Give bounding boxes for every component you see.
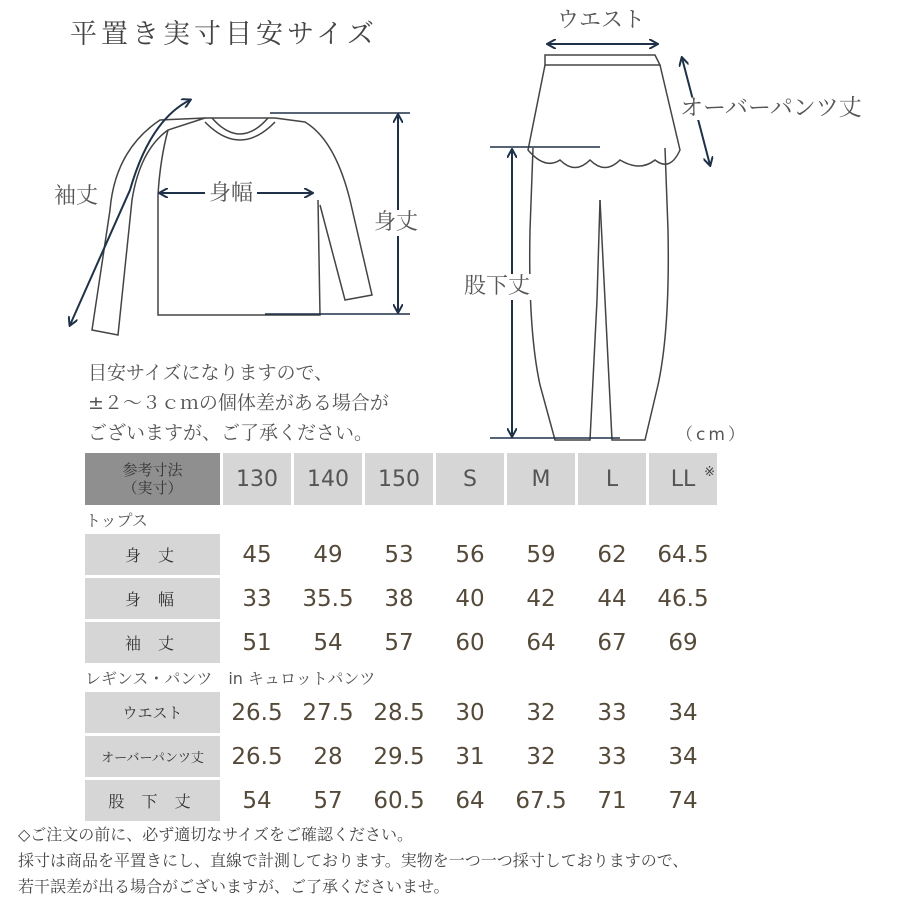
row-header: オーバーパンツ丈 (85, 736, 220, 777)
table-cell: 26.5 (223, 736, 291, 777)
table-cell: 29.5 (365, 736, 433, 777)
unit-label: （cm） (676, 425, 748, 445)
table-cell: 74 (649, 780, 717, 821)
inseam-label: 股下丈 (464, 274, 531, 299)
table-cell: 27.5 (294, 692, 362, 733)
table-cell: 60 (436, 622, 504, 663)
row-header: 身 丈 (85, 534, 220, 575)
table-cell: 31 (436, 736, 504, 777)
table-cell: 33 (578, 736, 646, 777)
table-cell: 35.5 (294, 578, 362, 619)
corner-line: 参考寸法 (122, 461, 183, 479)
table-cell: 45 (223, 534, 291, 575)
table-cell: 62 (578, 534, 646, 575)
row-header: 袖 丈 (85, 622, 220, 663)
row-header: 身 幅 (85, 578, 220, 619)
table-row (85, 622, 717, 663)
size-header: 150 (365, 453, 433, 505)
table-cell: 26.5 (223, 692, 291, 733)
footer-line: ◇ご注文の前に、必ず適切なサイズをご確認ください。 (18, 825, 414, 844)
footer-line: 若干誤差が出る場合がございますが、ご了承くださいませ。 (18, 877, 450, 896)
overpants-label: オーバーパンツ丈 (680, 95, 862, 121)
note-line: ±２～３ｃｍの個体差がある場合が (88, 392, 389, 414)
size-note (88, 358, 389, 448)
table-cell: 54 (294, 622, 362, 663)
table-cell: 33 (223, 578, 291, 619)
row-header: ウエスト (85, 692, 220, 733)
table-cell: 44 (578, 578, 646, 619)
table-cell: 34 (649, 692, 717, 733)
table-cell: 69 (649, 622, 717, 663)
table-cell: 53 (365, 534, 433, 575)
note-mark: ※ (704, 464, 715, 480)
sleeve-label: 袖丈 (54, 184, 99, 209)
table-cell: 64 (507, 622, 575, 663)
size-table (82, 450, 720, 824)
table-cell: 67 (578, 622, 646, 663)
table-cell: 32 (507, 736, 575, 777)
row-header: 股 下 丈 (85, 780, 220, 821)
waist-label: ウエスト (557, 8, 646, 33)
note-line: ございますが、ご了承ください。 (88, 422, 374, 444)
table-cell: 64 (436, 780, 504, 821)
table-cell: 60.5 (365, 780, 433, 821)
table-cell: 59 (507, 534, 575, 575)
table-cell: 30 (436, 692, 504, 733)
table-cell: 28 (294, 736, 362, 777)
size-header: S (436, 453, 504, 505)
body-length-label: 身丈 (374, 210, 419, 235)
table-row (85, 692, 717, 733)
corner-line: （実寸） (122, 479, 183, 497)
shirt-illustration (92, 118, 372, 335)
table-row (85, 780, 717, 821)
table-cell: 33 (578, 692, 646, 733)
table-cell: 28.5 (365, 692, 433, 733)
table-cell: 64.5 (649, 534, 717, 575)
table-row (85, 736, 717, 777)
table-cell: 56 (436, 534, 504, 575)
table-row (85, 534, 717, 575)
table-cell: 38 (365, 578, 433, 619)
table-cell: 57 (294, 780, 362, 821)
size-header: L (578, 453, 646, 505)
footer-notes (18, 822, 688, 900)
size-header-row (85, 453, 717, 505)
table-cell: 67.5 (507, 780, 575, 821)
table-cell: 40 (436, 578, 504, 619)
chest-label: 身幅 (205, 183, 257, 205)
table-cell: 49 (294, 534, 362, 575)
footer-line: 採寸は商品を平置きにし、直線で計測しております。実物を一つ一つ採寸しておりますので、 (18, 851, 689, 870)
section-title-pants: レギンス・パンツ in キュロットパンツ (85, 666, 717, 689)
pants-illustration (528, 55, 680, 440)
section-title-tops: トップス (85, 508, 717, 531)
table-cell: 71 (578, 780, 646, 821)
size-header: 140 (294, 453, 362, 505)
table-corner-header (85, 453, 220, 505)
size-header (649, 453, 717, 505)
note-line: 目安サイズになりますので、 (88, 362, 334, 384)
table-cell: 46.5 (649, 578, 717, 619)
size-header-ll: LL (670, 466, 696, 492)
table-cell: 51 (223, 622, 291, 663)
table-cell: 54 (223, 780, 291, 821)
table-cell: 42 (507, 578, 575, 619)
size-header: M (507, 453, 575, 505)
table-cell: 34 (649, 736, 717, 777)
table-cell: 32 (507, 692, 575, 733)
table-cell: 57 (365, 622, 433, 663)
size-header: 130 (223, 453, 291, 505)
page-title: 平置き実寸目安サイズ (70, 19, 378, 50)
table-row (85, 578, 717, 619)
